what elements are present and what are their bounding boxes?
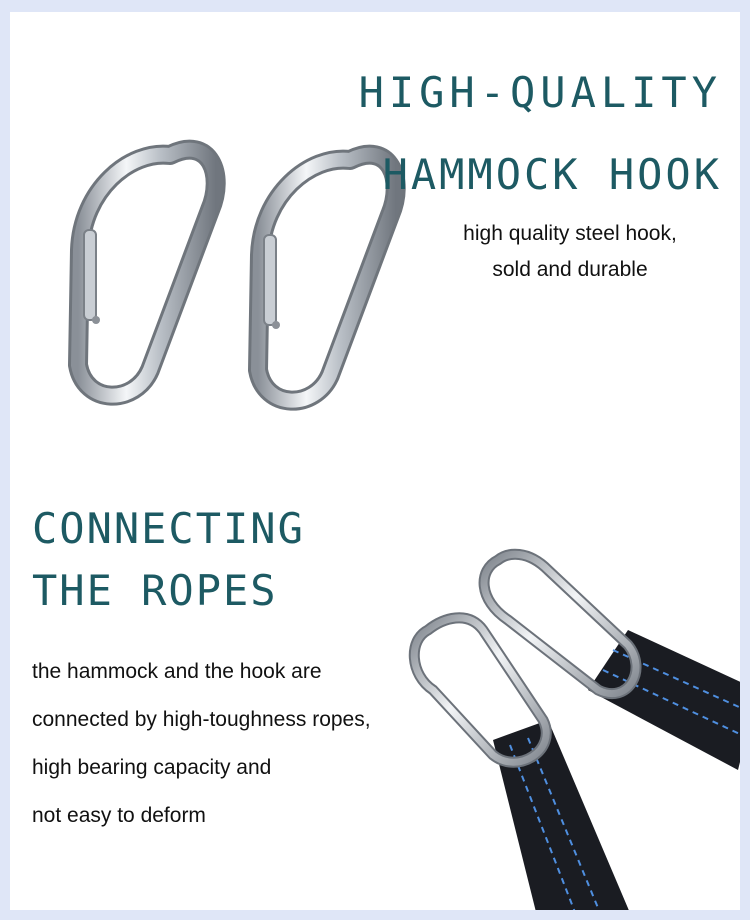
carabiner-right-icon bbox=[258, 155, 396, 401]
carabiner-hooks-image bbox=[50, 130, 430, 430]
description-line: high bearing capacity and bbox=[32, 756, 272, 779]
strap-right-icon bbox=[588, 630, 750, 770]
carabiner-left-icon bbox=[78, 150, 216, 396]
section2-title-line2: THE ROPES bbox=[32, 566, 278, 615]
description-line: not easy to deform bbox=[32, 804, 206, 827]
section1-title-line1: HIGH-QUALITY bbox=[358, 68, 722, 117]
strap-left-icon bbox=[493, 720, 633, 920]
section1-subtitle-line2: sold and durable bbox=[492, 258, 648, 281]
section2-title-line1: CONNECTING bbox=[32, 504, 305, 553]
section2-description bbox=[32, 648, 371, 840]
section1-subtitle bbox=[415, 216, 725, 288]
section1-title-line2: HAMMOCK HOOK bbox=[382, 150, 722, 199]
description-line: the hammock and the hook are bbox=[32, 660, 322, 683]
hooks-with-straps-image bbox=[398, 540, 750, 920]
description-line: connected by high-toughness ropes, bbox=[32, 708, 371, 731]
section1-subtitle-line1: high quality steel hook, bbox=[463, 222, 677, 245]
